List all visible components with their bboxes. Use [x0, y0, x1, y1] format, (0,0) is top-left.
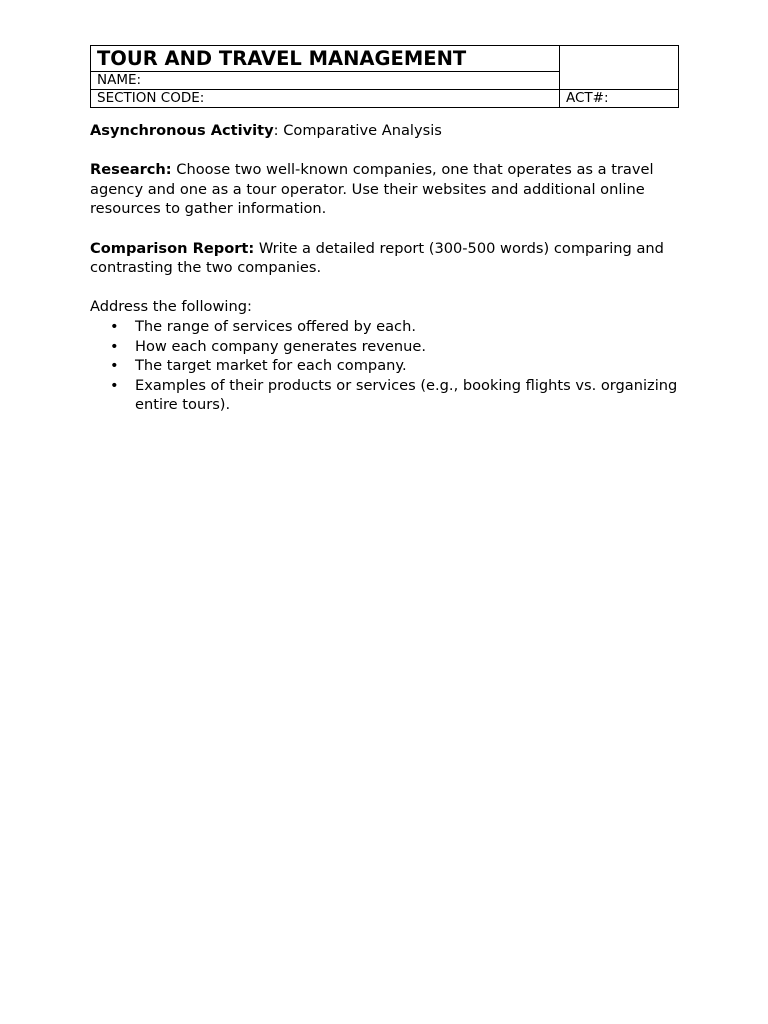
section-code-field-label: SECTION CODE:: [91, 90, 560, 108]
bullet-icon: •: [110, 317, 119, 335]
blank-header-cell: [560, 46, 679, 90]
document-body: [90, 121, 680, 415]
act-number-field-label: ACT#:: [560, 90, 679, 108]
list-item: [90, 356, 680, 376]
activity-text: : Comparative Analysis: [273, 122, 442, 139]
comparison-paragraph: [90, 239, 680, 278]
list-item-text: The range of services offered by each.: [135, 317, 416, 335]
spacer: [90, 141, 680, 161]
research-text: Choose two well-known companies, one that operates as a travel agency and one as a tour operator. Use their websites and additional online resources to gather information.: [90, 161, 654, 218]
bullet-icon: •: [110, 337, 119, 355]
list-item-text: How each company generates revenue.: [135, 337, 426, 355]
comparison-text: Write a detailed report (300-500 words) comparing and contrasting the two companies.: [90, 239, 664, 277]
bullet-icon: •: [110, 357, 119, 375]
activity-paragraph: [90, 121, 680, 141]
spacer: [90, 219, 680, 239]
name-field-label: NAME:: [91, 72, 560, 90]
research-paragraph: [90, 160, 680, 219]
address-bullet-list: [90, 317, 680, 415]
list-item: [90, 376, 680, 415]
header-table: [90, 45, 679, 108]
list-item-text: Examples of their products or services (e.g., booking flights vs. organizing entire tours).: [135, 376, 678, 414]
list-item: [90, 317, 680, 337]
list-item: [90, 337, 680, 357]
list-item-text: The target market for each company.: [135, 357, 407, 375]
bullet-icon: •: [110, 376, 119, 394]
address-intro: Address the following:: [90, 298, 252, 316]
research-label: Research:: [90, 161, 172, 179]
spacer: [90, 278, 680, 298]
activity-label: Asynchronous Activity: [90, 122, 274, 139]
document-title: TOUR AND TRAVEL MANAGEMENT: [91, 46, 560, 72]
comparison-label: Comparison Report:: [90, 239, 255, 257]
